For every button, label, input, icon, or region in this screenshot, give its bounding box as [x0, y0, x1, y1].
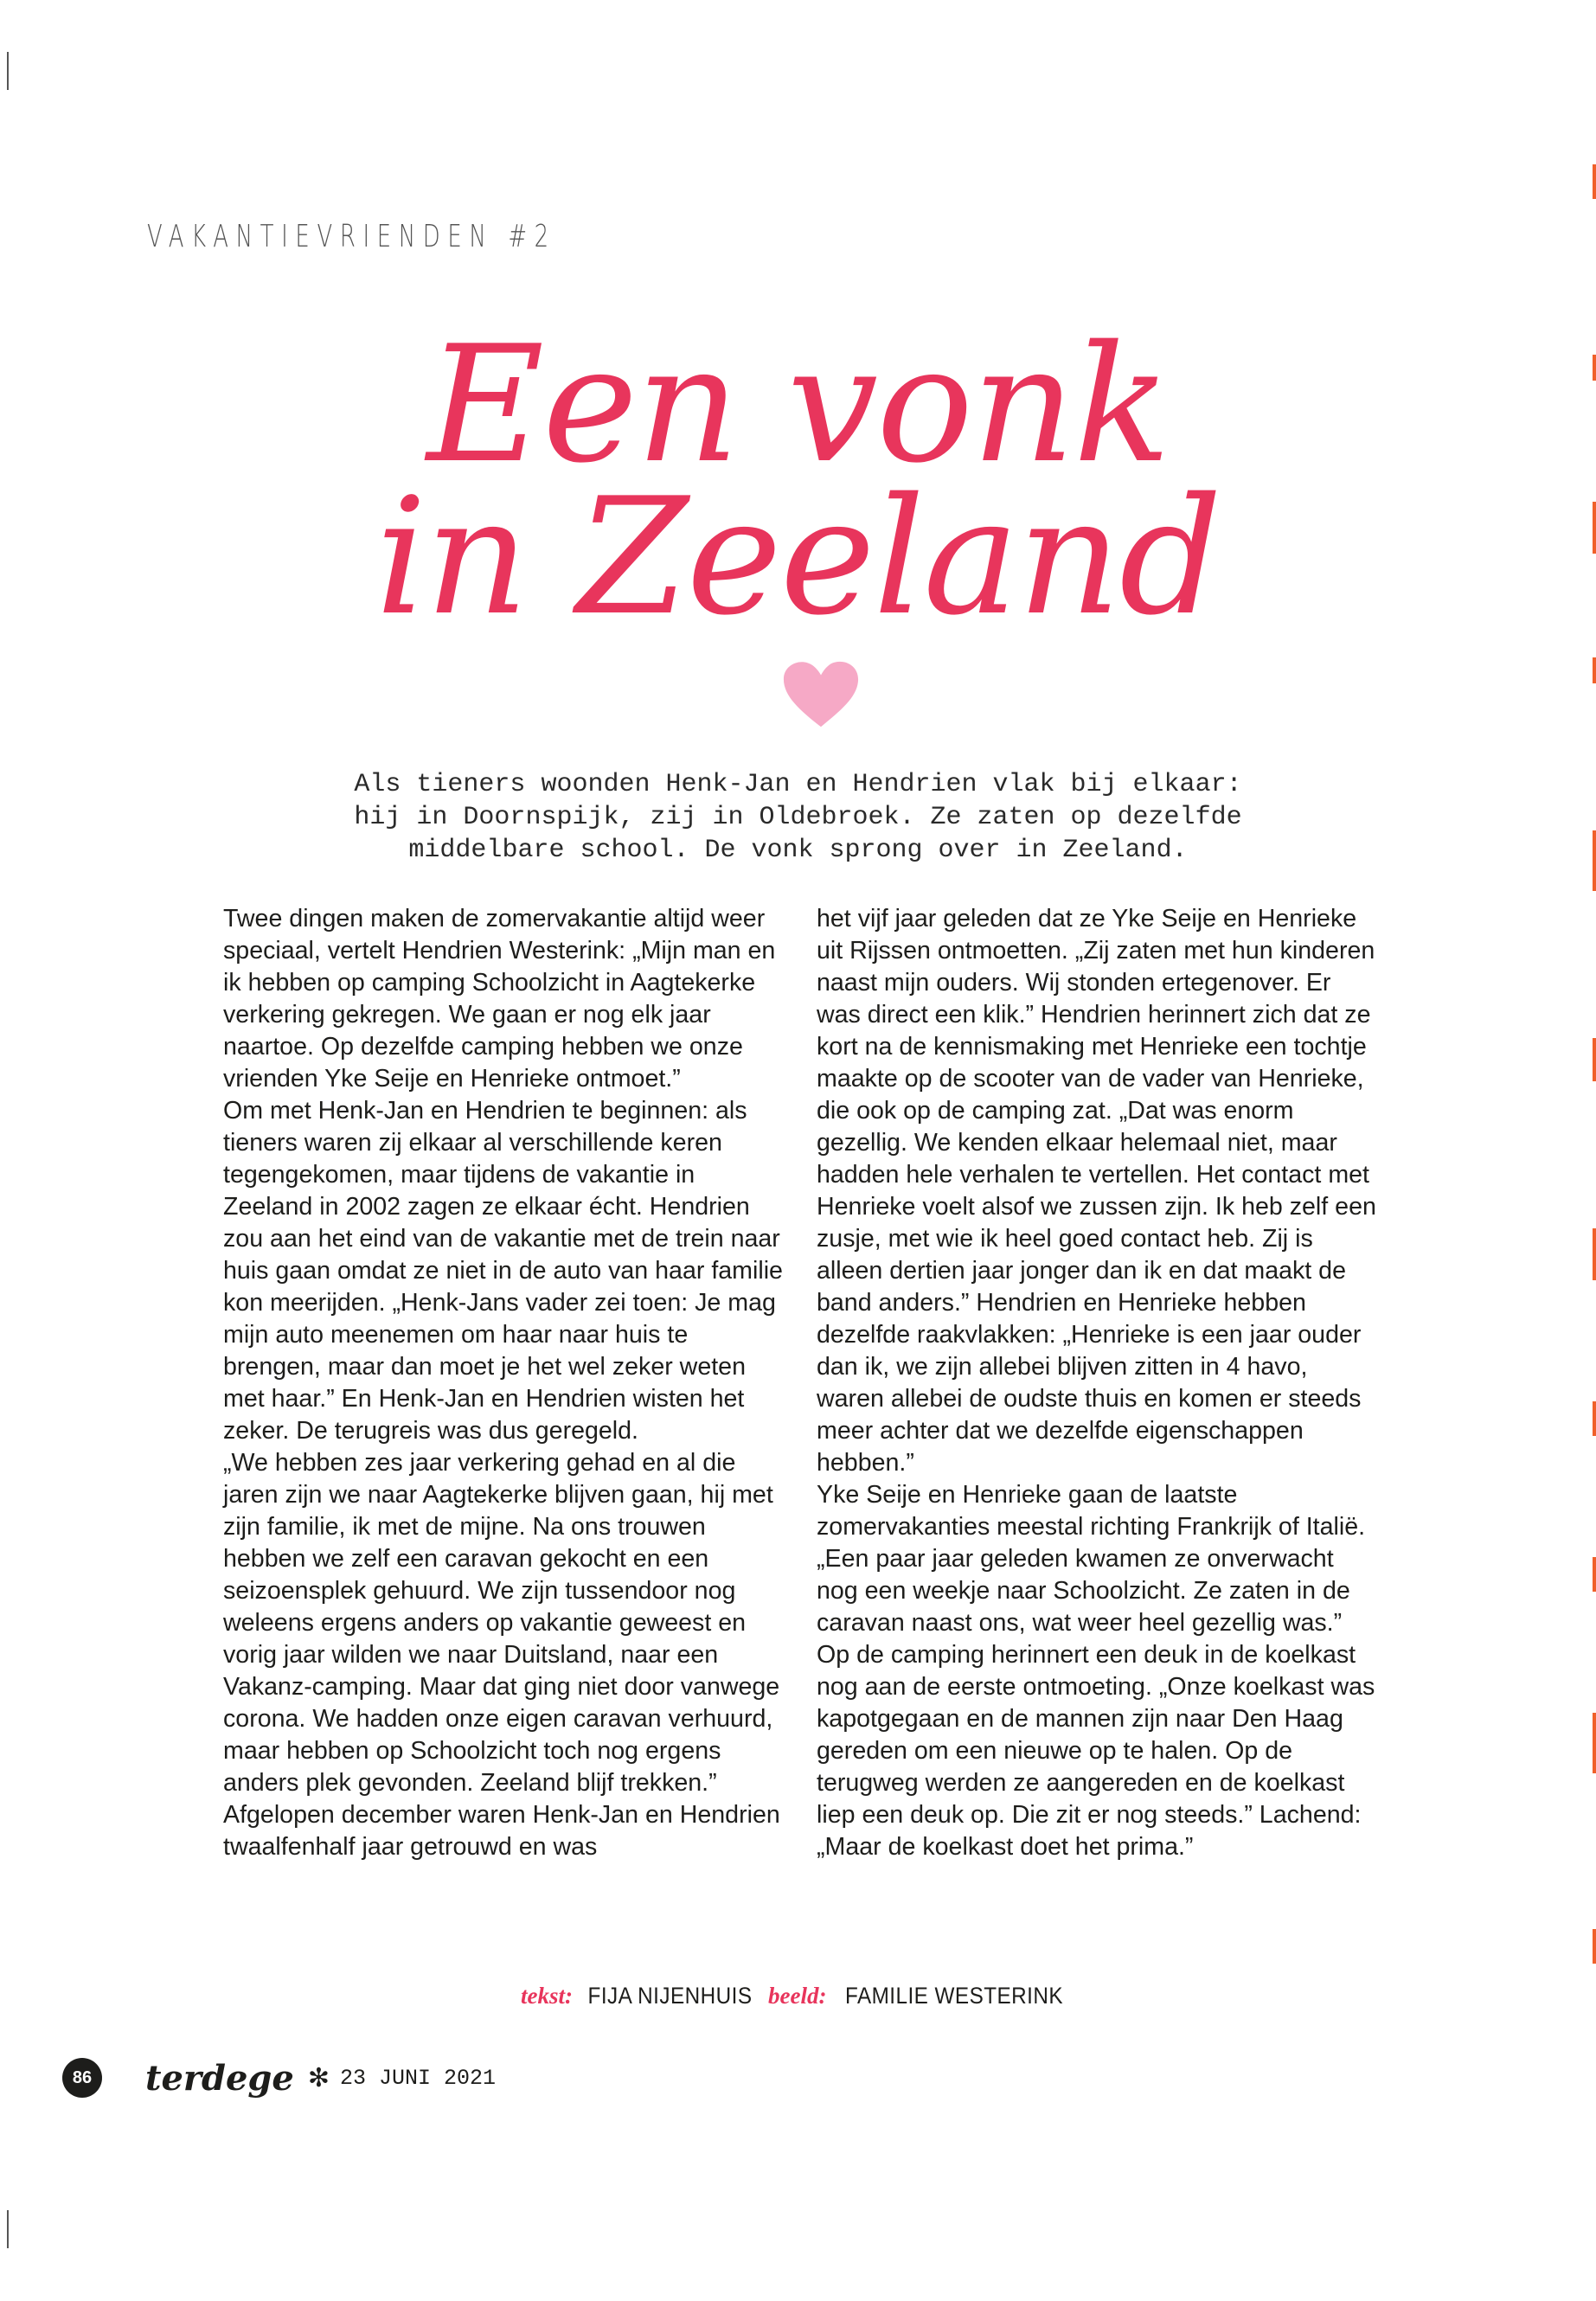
title-line-1: Een vonk: [426, 311, 1170, 498]
section-kicker: VAKANTIEVRIENDEN #2: [147, 219, 556, 254]
article-title: [0, 311, 1596, 651]
paragraph: Yke Seije en Henrieke gaan de laatste zomervakanties meestal richting Frankrijk of Italië. „Een paar jaar geleden kwamen ze onverwacht nog een weekje naar Schoolzicht. Ze zaten in de caravan naast ons, wat weer heel gezellig was.”: [817, 1481, 1366, 1637]
edge-mark: [1593, 164, 1596, 199]
intro-lead: [311, 768, 1285, 867]
body-column-right: [817, 903, 1379, 1863]
edge-mark: [1593, 1713, 1596, 1773]
edge-mark: [1593, 1038, 1596, 1081]
paragraph: Twee dingen maken de zomervakantie altijd weer speciaal, vertelt Hendrien Westerink: „Mijn man en ik hebben op camping Schoolzicht in Aagtekerke verkering gekregen. We gaan er nog elk jaar naartoe. Op dezelfde camping hebben we onze vrienden Yke Seije en Henrieke ontmoet.”: [223, 905, 776, 1093]
asterisk-icon: ✻: [307, 2063, 330, 2093]
paragraph: het vijf jaar geleden dat ze Yke Seije en Henrieke uit Rijssen ontmoetten. „Zij zaten met hun kinderen naast mijn ouders. Wij stonden ertegenover. Er was direct een klik.” Hendrien herinnert zich dat ze kort na de kennismaking met Henrieke een tochtje maakte op de scooter van de vader van Henrieke, die ook op de camping zat. „Dat was enorm gezellig. We kenden elkaar helemaal niet, maar hadden hele verhalen te vertellen. Het contact met Henrieke voelt alsof we zussen zijn. Ik heb zelf een zusje, met wie ik heel goed contact heb. Zij is alleen dertien jaar jonger dan ik en dat maakt de band anders.” Hendrien en Henrieke hebben dezelfde raakvlakken: „Henrieke is een jaar ouder dan ik, we zijn allebei blijven zitten in 4 havo, waren allebei de oudste thuis en komen er steeds meer achter dat we dezelfde eigenschappen hebben.”: [817, 905, 1376, 1477]
credit-image-author: FAMILIE WESTERINK: [845, 1983, 1064, 2009]
photo-text-credits: [0, 1983, 1596, 2009]
title-line-2: in Zeeland: [375, 463, 1221, 651]
credit-image-label: beeld:: [768, 1983, 827, 2009]
edge-mark: [1593, 657, 1596, 683]
paragraph: Op de camping herinnert een deuk in de koelkast nog aan de eerste ontmoeting. „Onze koelkast was kapotgegaan en de mannen zijn naar Den Haag gereden om een nieuwe op te halen. Op de terugweg werden ze aangereden en de koelkast liep een deuk op. Die zit er nog steeds.” Lachend: „Maar de koelkast doet het prima.”: [817, 1641, 1375, 1861]
magazine-logo: terdege: [145, 2057, 294, 2099]
paragraph: „We hebben zes jaar verkering gehad en al die jaren zijn we naar Aagtekerke blijven gaan, hij met zijn familie, ik met de mijne. Na ons trouwen hebben we zelf een caravan gekocht en een seizoensplek gehuurd. We zijn tussendoor nog weleens ergens anders op vakantie geweest en vorig jaar wilden we naar Duitsland, naar een Vakanz-camping. Maar dat ging niet door vanwege corona. We hadden onze eigen caravan verhuurd, maar hebben op Schoolzicht toch nog ergens anders plek gevonden. Zeeland blijf trekken.”: [223, 1449, 780, 1797]
heart-icon: [780, 657, 862, 730]
paragraph: Om met Henk-Jan en Hendrien te beginnen: als tieners waren zij elkaar al verschillende keren tegengekomen, maar tijdens de vakantie in Zeeland in 2002 zagen ze elkaar écht. Hendrien zou aan het eind van de vakantie met de trein naar huis gaan omdat ze niet in de auto van haar familie kon meerijden. „Henk-Jans vader zei toen: Je mag mijn auto meenemen om haar naar huis te brengen, maar dan moet je het wel zeker weten met haar.” En Henk-Jan en Hendrien wisten het zeker. De terugreis was dus geregeld.: [223, 1097, 783, 1445]
page-number: 86: [62, 2058, 102, 2098]
crop-mark-top-left: [7, 52, 9, 90]
edge-mark: [1593, 830, 1596, 891]
edge-mark: [1593, 1228, 1596, 1280]
credit-text-label: tekst:: [520, 1983, 573, 2009]
credit-text-author: FIJA NIJENHUIS: [588, 1983, 753, 2009]
edge-mark: [1593, 1401, 1596, 1436]
intro-line: Als tieners woonden Henk-Jan en Hendrien vlak bij elkaar:: [354, 770, 1242, 799]
issue-date: 23 JUNI 2021: [339, 2065, 497, 2091]
body-column-left: [223, 903, 785, 1863]
intro-line: hij in Doornspijk, zij in Oldebroek. Ze zaten op dezelfde: [354, 803, 1242, 832]
paragraph: Afgelopen december waren Henk-Jan en Hendrien twaalfenhalf jaar getrouwd en was: [223, 1801, 780, 1861]
edge-mark: [1593, 1557, 1596, 1592]
crop-mark-bottom-left: [7, 2210, 9, 2248]
edge-mark: [1593, 1929, 1596, 1964]
intro-line: middelbare school. De vonk sprong over in Zeeland.: [408, 836, 1188, 865]
page-footer: [62, 2057, 496, 2099]
